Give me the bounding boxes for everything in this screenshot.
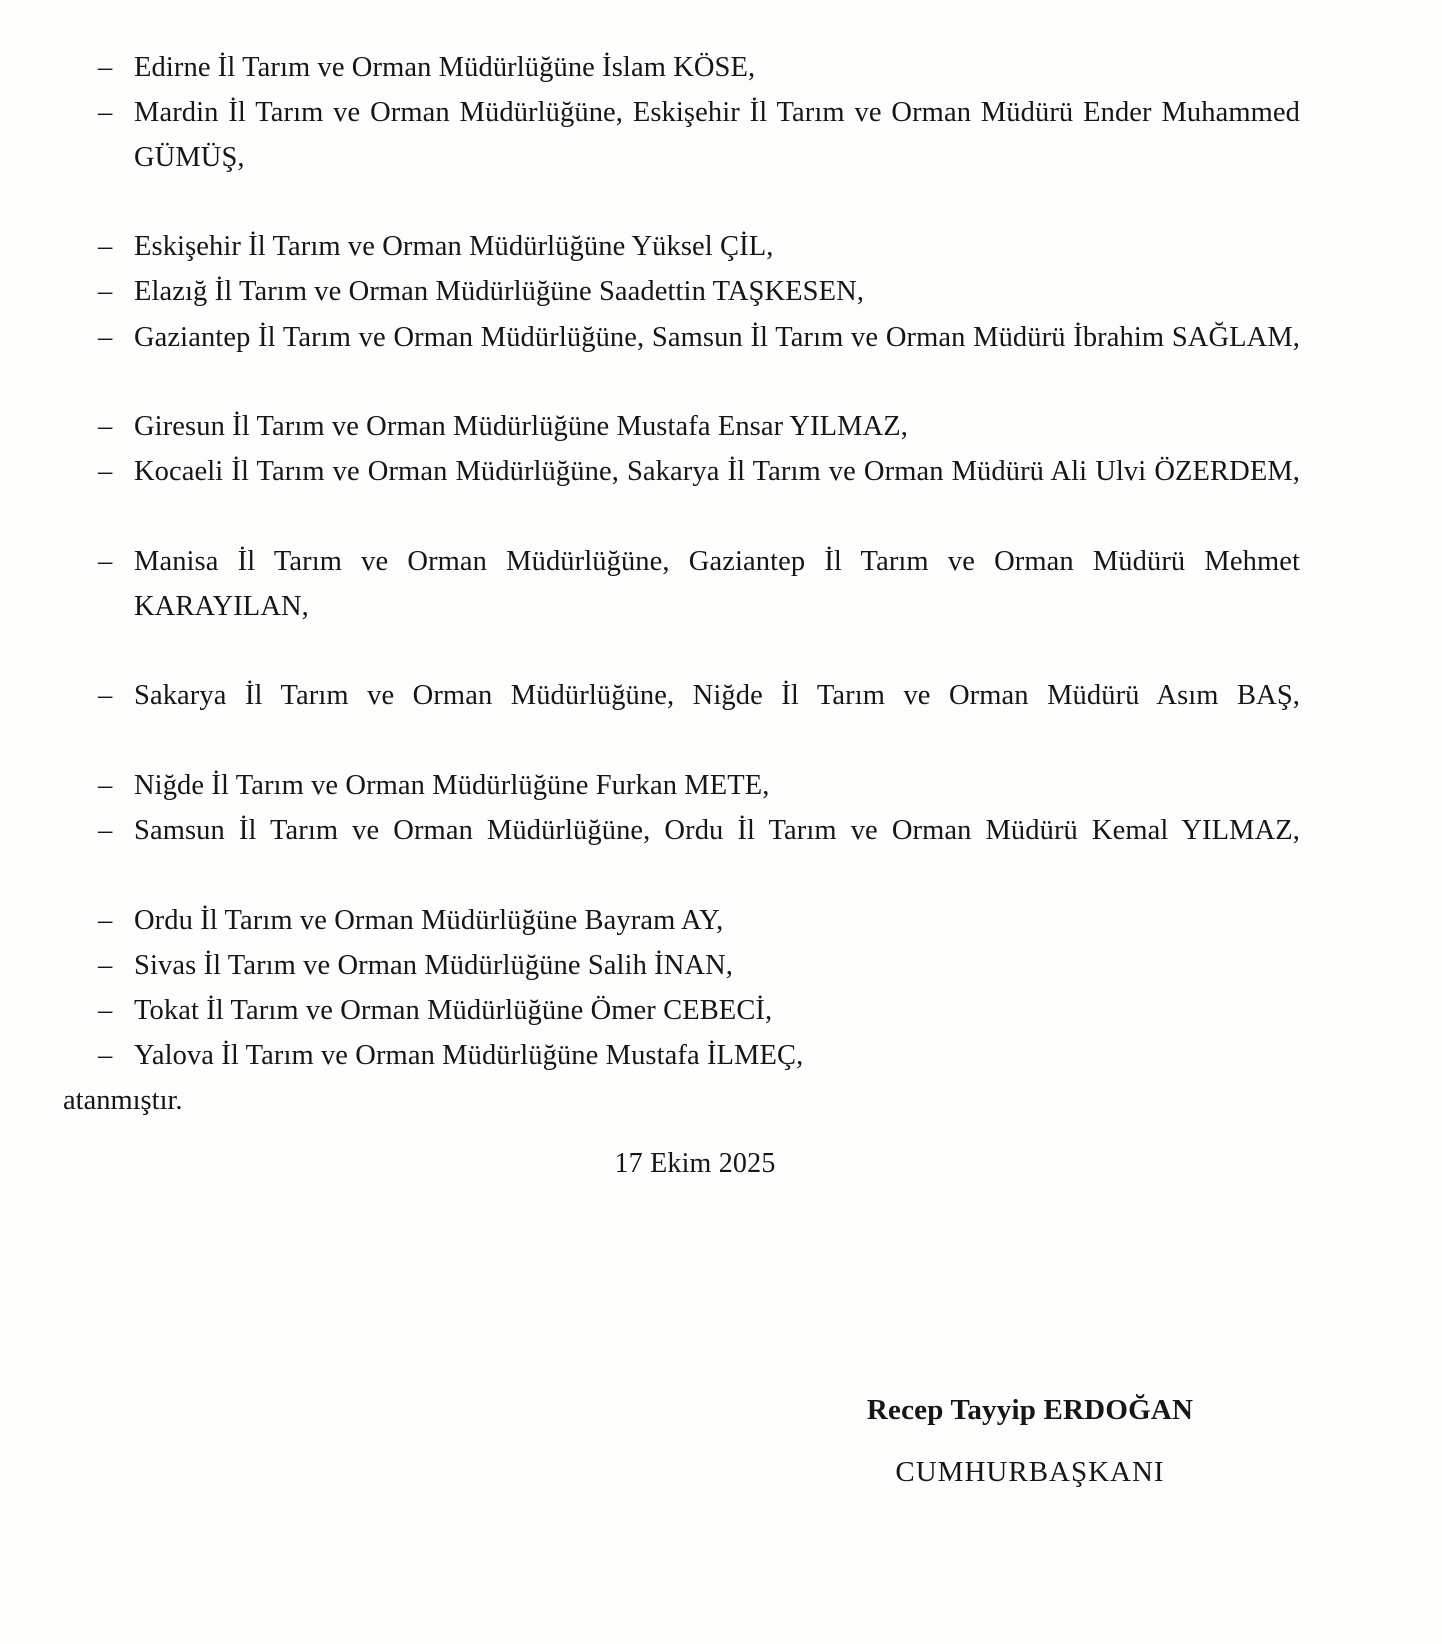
appointment-item: [60, 405, 1300, 450]
list-dash-marker: –: [98, 411, 113, 443]
appointment-text: Edirne İl Tarım ve Orman Müdürlüğüne İslam KÖSE,: [134, 52, 756, 83]
appointment-item: [60, 809, 1300, 898]
appointment-text: Giresun İl Tarım ve Orman Müdürlüğüne Mustafa Ensar YILMAZ,: [134, 411, 909, 443]
list-dash-marker: –: [98, 1040, 113, 1072]
list-dash-marker: –: [98, 904, 113, 936]
appointment-item: [60, 674, 1300, 763]
list-dash-marker: –: [98, 770, 113, 801]
appointment-item: [60, 91, 1300, 225]
appointment-list: [60, 46, 1300, 1079]
appointment-item: [60, 1034, 1300, 1079]
appointment-item: [60, 540, 1300, 674]
list-dash-marker: –: [98, 52, 113, 83]
appointment-item: [60, 989, 1300, 1034]
appointment-text: Elazığ İl Tarım ve Orman Müdürlüğüne Saadettin TAŞKESEN,: [134, 276, 865, 308]
list-dash-marker: –: [98, 276, 113, 308]
appointment-item: [60, 944, 1300, 989]
appointment-item: [60, 46, 1300, 91]
closing-word: atanmıştır.: [63, 1085, 183, 1117]
appointment-item: [60, 225, 1300, 270]
list-dash-marker: –: [98, 546, 113, 578]
appointment-text: Eskişehir İl Tarım ve Orman Müdürlüğüne Yüksel ÇİL,: [134, 231, 774, 263]
appointment-text: Sakarya İl Tarım ve Orman Müdürlüğüne, Niğde İl Tarım ve Orman Müdürü Asım BAŞ,: [134, 680, 1300, 712]
appointment-item: [60, 899, 1300, 944]
signatory-name: Recep Tayyip ERDOĞAN: [866, 1394, 1194, 1426]
list-dash-marker: –: [98, 321, 113, 353]
appointment-item: [60, 450, 1300, 539]
appointment-item: [60, 270, 1300, 315]
appointment-text: Ordu İl Tarım ve Orman Müdürlüğüne Bayram AY,: [134, 904, 724, 936]
decree-date: 17 Ekim 2025: [614, 1148, 776, 1179]
appointment-text: Mardin İl Tarım ve Orman Müdürlüğüne, Eskişehir İl Tarım ve Orman Müdürü Ender Muhammed GÜMÜŞ,: [134, 97, 1300, 173]
list-dash-marker: –: [98, 994, 113, 1026]
appointment-text: Tokat İl Tarım ve Orman Müdürlüğüne Ömer CEBECİ,: [134, 994, 773, 1026]
appointment-text: Sivas İl Tarım ve Orman Müdürlüğüne Salih İNAN,: [134, 949, 734, 981]
list-dash-marker: –: [98, 815, 113, 847]
appointment-item: [60, 316, 1300, 405]
appointment-text: Gaziantep İl Tarım ve Orman Müdürlüğüne, Samsun İl Tarım ve Orman Müdürü İbrahim SAĞLAM,: [134, 321, 1300, 353]
list-dash-marker: –: [98, 949, 113, 981]
decree-body: [60, 46, 1300, 1124]
list-dash-marker: –: [98, 97, 113, 129]
appointment-text: Yalova İl Tarım ve Orman Müdürlüğüne Mustafa İLMEÇ,: [134, 1040, 804, 1072]
list-dash-marker: –: [98, 456, 113, 488]
signature-block: [700, 1390, 1360, 1492]
appointment-text: Samsun İl Tarım ve Orman Müdürlüğüne, Ordu İl Tarım ve Orman Müdürü Kemal YILMAZ,: [134, 815, 1300, 847]
appointment-text: Niğde İl Tarım ve Orman Müdürlüğüne Furkan METE,: [134, 770, 770, 801]
appointment-text: Manisa İl Tarım ve Orman Müdürlüğüne, Gaziantep İl Tarım ve Orman Müdürü Mehmet KARAYILAN,: [134, 546, 1300, 622]
signatory-title: CUMHURBAŞKANI: [895, 1456, 1165, 1488]
list-dash-marker: –: [98, 231, 113, 263]
appointment-item: [60, 764, 1300, 809]
appointment-text: Kocaeli İl Tarım ve Orman Müdürlüğüne, Sakarya İl Tarım ve Orman Müdürü Ali Ulvi ÖZERDEM,: [134, 456, 1300, 488]
list-dash-marker: –: [98, 680, 113, 712]
